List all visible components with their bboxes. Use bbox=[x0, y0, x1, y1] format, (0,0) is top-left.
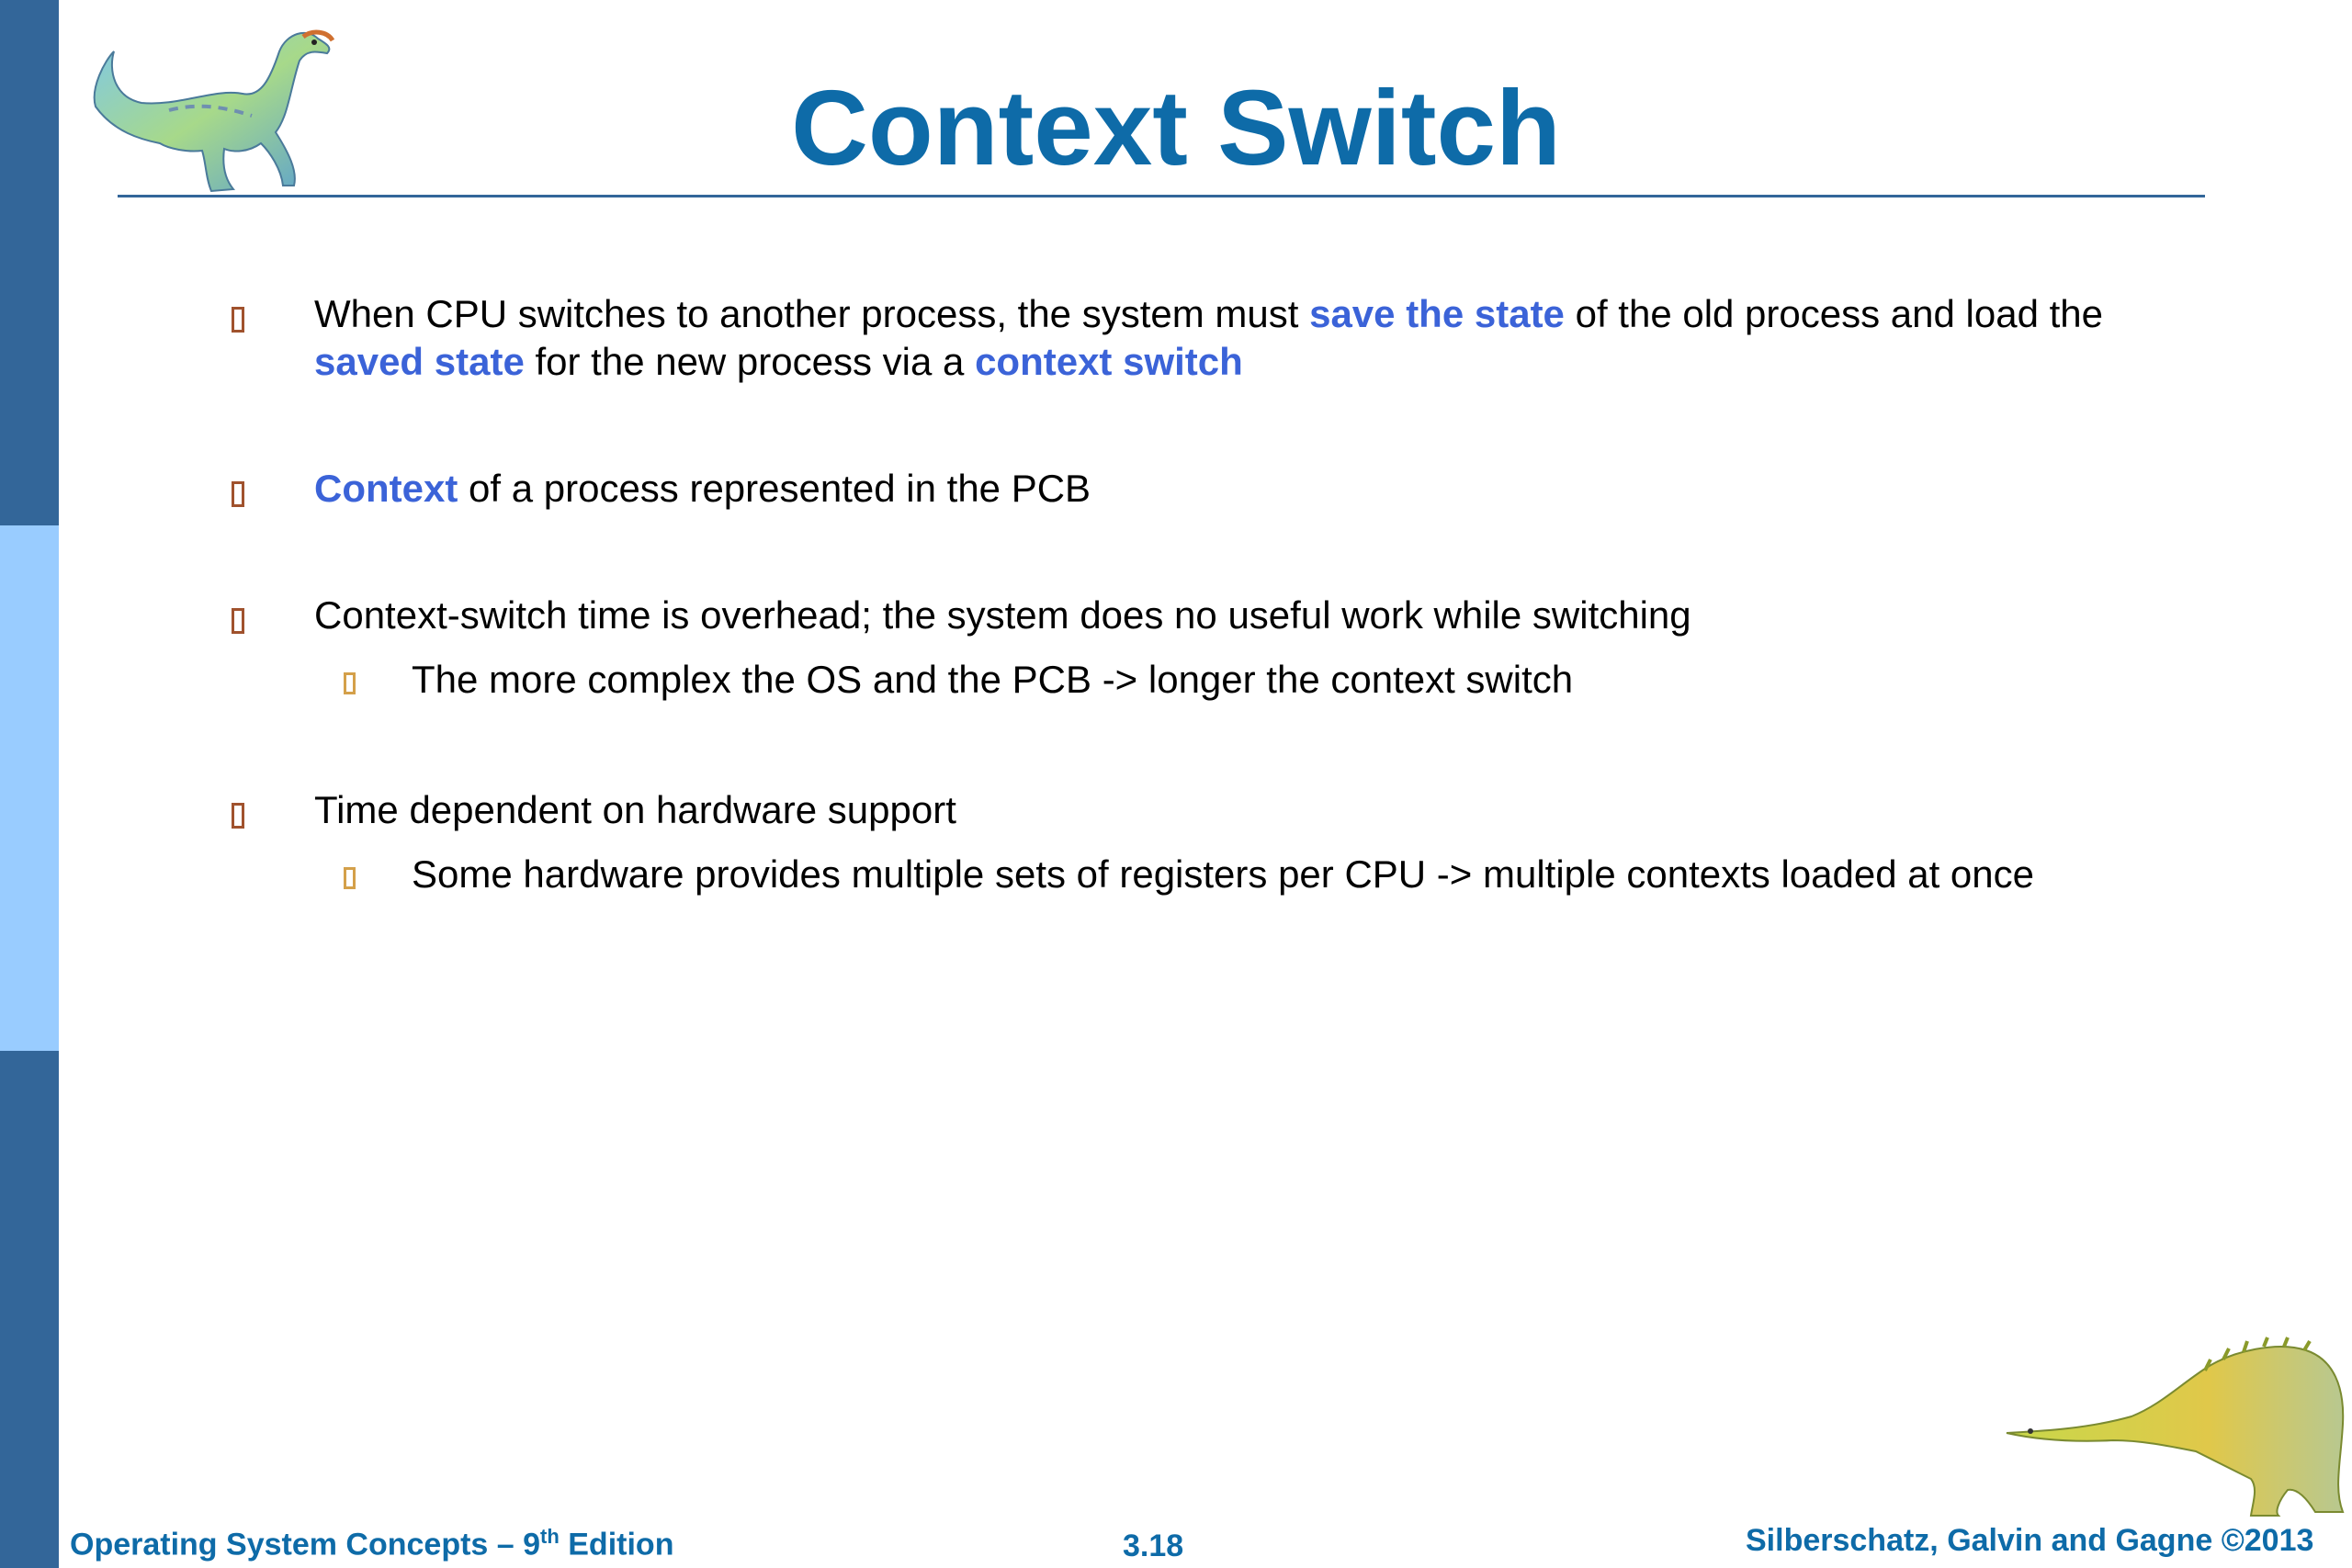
highlighted-term: save the state bbox=[1309, 292, 1565, 335]
bullet-text: of a process represented in the PCB bbox=[458, 467, 1091, 510]
highlighted-term: saved state bbox=[314, 340, 525, 383]
bullet-text: Time dependent on hardware support bbox=[314, 788, 956, 831]
bullet-item bbox=[314, 465, 2133, 513]
footer-authors: Silberschatz, Galvin and Gagne ©2013 bbox=[1746, 1523, 2314, 1558]
dinosaur-crouching-icon bbox=[2003, 1332, 2352, 1520]
bullet-text: for the new process via a bbox=[524, 340, 976, 383]
square-bullet-icon bbox=[344, 867, 356, 889]
bullet-text: When CPU switches to another process, the system must bbox=[314, 292, 1310, 335]
square-bullet-icon bbox=[232, 307, 244, 333]
bullet-text: of the old process and load the bbox=[1564, 292, 2103, 335]
bullet-text: The more complex the OS and the PCB -> longer the context switch bbox=[412, 658, 1574, 701]
bullet-item bbox=[314, 786, 2133, 834]
sub-bullet-item bbox=[412, 656, 2157, 704]
footer-book-title bbox=[70, 1525, 673, 1562]
highlighted-term: Context bbox=[314, 467, 458, 510]
square-bullet-icon bbox=[232, 481, 244, 507]
square-bullet-icon bbox=[232, 608, 244, 634]
bullet-item bbox=[314, 592, 2133, 639]
square-bullet-icon bbox=[232, 803, 244, 829]
bullet-item bbox=[314, 290, 2133, 386]
slide-title: Context Switch bbox=[791, 68, 1561, 187]
highlighted-term: context switch bbox=[975, 340, 1243, 383]
footer-book-title-edition: Edition bbox=[559, 1527, 674, 1562]
bullet-text: Context-switch time is overhead; the system does no useful work while switching bbox=[314, 593, 1691, 637]
footer-book-title-main: Operating System Concepts – 9 bbox=[70, 1527, 541, 1562]
footer-book-title-superscript: th bbox=[540, 1525, 560, 1548]
bullet-text: Some hardware provides multiple sets of registers per CPU -> multiple contexts loaded at once bbox=[412, 852, 2035, 896]
sub-bullet-item bbox=[412, 851, 2157, 898]
slide-number: 3.18 bbox=[1123, 1529, 1184, 1563]
square-bullet-icon bbox=[344, 672, 356, 694]
